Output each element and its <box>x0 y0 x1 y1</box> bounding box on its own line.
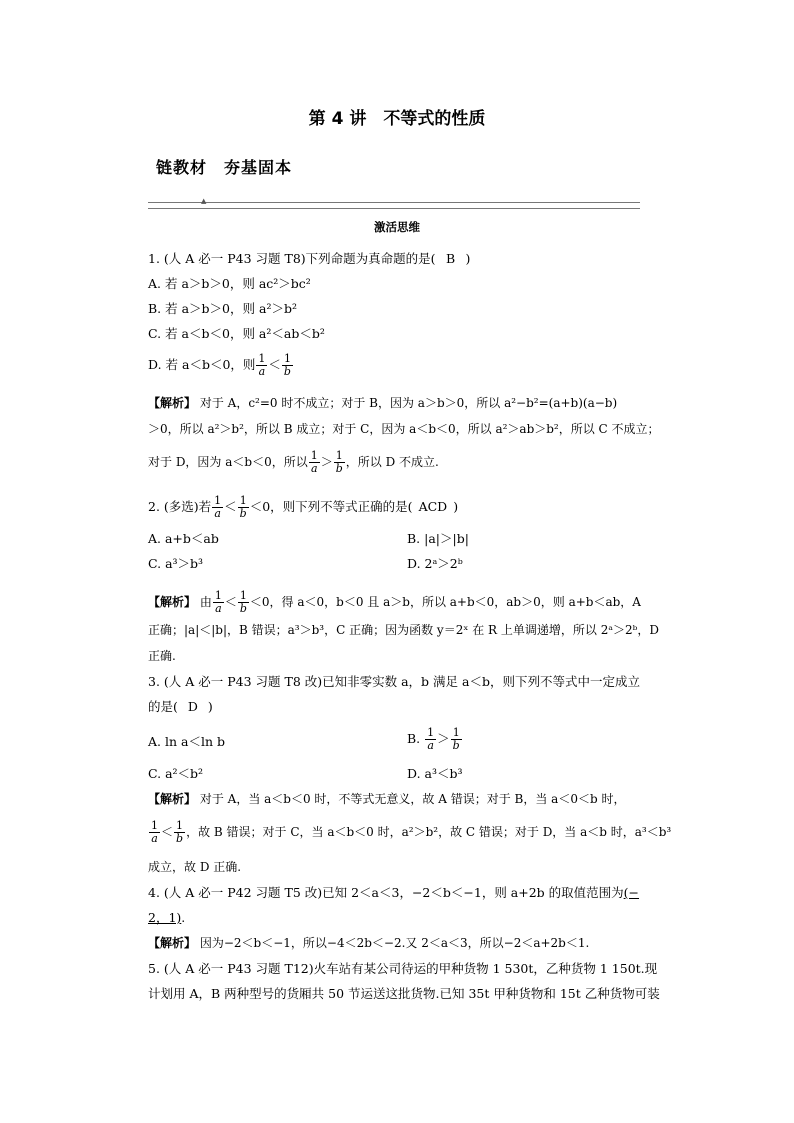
fraction <box>213 590 224 615</box>
q3-explanation-line: 【解析】 对于 A，当 a＜b＜0 时，不等式无意义，故 A 错误；对于 B，当 a＜0＜b 时， <box>148 792 626 806</box>
fraction-numerator: 1 <box>174 820 185 833</box>
q2-option-b: B. |a|＞|b| <box>407 531 469 546</box>
q5-stem: 5. (人 A 必一 P43 习题 T12)火车站有某公司待运的甲种货物 1 530t，乙种货物 1 150t.现 <box>148 961 658 976</box>
q3-option-c: C. a²＜b² <box>148 766 204 781</box>
fraction-denominator: a <box>310 462 318 475</box>
fraction-denominator: a <box>151 832 158 845</box>
fraction-denominator: b <box>283 365 291 378</box>
q1-explanation-line: 对于 D，因为 a＜b＜0，所以 $\frac{1}{a}$ ＞ $\frac{1}{b}$ ，所以 D 不成立. <box>148 449 439 475</box>
fraction <box>149 820 160 845</box>
q1-option-c: C. 若 a＜b＜0，则 a²＜ab＜b² <box>148 326 325 341</box>
q4-answer: (− <box>623 885 640 900</box>
q4-stem: 4. (人 A 必一 P42 习题 T5 改)已知 2＜a＜3，−2＜b＜−1，则 a+2b 的取值范围为(− <box>148 885 640 900</box>
fraction-numerator: 1 <box>238 495 249 508</box>
q2-explanation-line: 正确；|a|＜|b|，B 错误；a³＞b³，C 正确；因为函数 y＝2ˣ 在 R 上单调递增，所以 2ᵃ＞2ᵇ，D <box>148 623 660 637</box>
fraction-numerator: 1 <box>151 819 158 832</box>
fraction-denominator: b <box>239 602 247 615</box>
q3-option-d: D. a³＜b³ <box>407 766 463 781</box>
fraction <box>256 353 267 378</box>
q2-option-d: D. 2ᵃ＞2ᵇ <box>407 556 463 571</box>
fraction-denominator: a <box>214 507 221 520</box>
q3-answer: D <box>187 699 198 714</box>
q2-answer: ACD <box>418 499 448 514</box>
q1-explanation-line: ＞0，所以 a²＞b²，所以 B 成立；对于 C，因为 a＜b＜0，所以 a²＞ab＞b²，所以 C 不成立； <box>148 422 660 436</box>
q1-answer: B <box>445 251 456 266</box>
q4-answer: 2，1) <box>148 910 182 925</box>
fraction-numerator: 1 <box>258 352 266 365</box>
fraction <box>174 820 185 845</box>
fraction-denominator: b <box>176 832 184 845</box>
fraction-numerator: 1 <box>427 726 435 739</box>
section-divider <box>148 202 640 209</box>
fraction-numerator: 1 <box>214 494 222 507</box>
fraction-numerator: 1 <box>451 727 462 740</box>
q3-explanation-line: $\frac{1}{a}$ ＜ $\frac{1}{b}$ ，故 B 错误；对于 C，当 a＜b＜0 时，a²＞b²，故 C 错误；对于 D，当 a＜b 时，a³＜b³ <box>151 819 672 845</box>
fraction <box>425 727 436 752</box>
q2-option-a: A. a+b＜ab <box>148 531 219 546</box>
fraction-numerator: 1 <box>214 589 222 602</box>
q2-explanation-line: 正确. <box>148 649 176 663</box>
fraction <box>451 727 462 752</box>
q1-option-a: A. 若 a＞b＞0，则 ac²＞bc² <box>148 276 311 291</box>
q4-explanation-line: 【解析】 因为−2＜b＜−1，所以−4＜2b＜−2.又 2＜a＜3，所以−2＜a+2b＜1. <box>148 936 590 950</box>
subsection-heading: 激活思维 <box>374 220 420 234</box>
fraction-denominator: b <box>335 462 343 475</box>
q1-option-b: B. 若 a＞b＞0，则 a²＞b² <box>148 301 297 316</box>
fraction <box>282 353 293 378</box>
fraction-denominator: b <box>452 739 460 752</box>
fraction-numerator: 1 <box>334 450 345 463</box>
q2-stem: 2. (多选)若 $\frac{1}{a}$ ＜ $\frac{1}{b}$ ＜0，则下列不等式正确的是( ACD ) <box>148 494 459 520</box>
q1-stem: 1. (人 A 必一 P43 习题 T8)下列命题为真命题的是( B ) <box>148 251 471 266</box>
fraction <box>238 495 249 520</box>
fraction-denominator: b <box>239 507 247 520</box>
section-heading: 链教材 夯基固本 <box>156 158 293 177</box>
fraction-numerator: 1 <box>238 590 249 603</box>
fraction <box>238 590 249 615</box>
page-title: 第 4 讲 不等式的性质 <box>308 109 486 129</box>
q3-stem: 3. (人 A 必一 P43 习题 T8 改)已知非零实数 a，b 满足 a＜b，则下列不等式中一定成立 <box>148 674 640 689</box>
fraction-denominator: a <box>215 602 222 615</box>
fraction-numerator: 1 <box>310 449 318 462</box>
fraction-denominator: a <box>427 739 434 752</box>
q5-stem: 计划用 A，B 两种型号的货厢共 50 节运送这批货物.已知 35t 甲种货物和 15t 乙种货物可装 <box>148 986 660 1001</box>
divider-triangle-icon: ▲ <box>201 197 207 205</box>
fraction <box>309 450 320 475</box>
q3-explanation-line: 成立，故 D 正确. <box>148 860 242 874</box>
q4-stem: 2，1). <box>148 910 186 925</box>
q3-stem: 的是( D ) <box>148 699 213 714</box>
q1-explanation-line: 【解析】 对于 A，c²=0 时不成立；对于 B，因为 a＞b＞0，所以 a²−b²=(a+b)(a−b) <box>148 396 618 410</box>
fraction <box>212 495 223 520</box>
q2-option-c: C. a³＞b³ <box>148 556 204 571</box>
fraction <box>334 450 345 475</box>
q3-option-b: B. $\frac{1}{a}$ ＞ $\frac{1}{b}$ <box>407 726 460 752</box>
q1-option-d: D. 若 a＜b＜0，则 $\frac{1}{a}$ ＜ $\frac{1}{b}$ <box>148 352 291 378</box>
fraction-numerator: 1 <box>282 353 293 366</box>
fraction-denominator: a <box>258 365 266 378</box>
q3-option-a: A. ln a＜ln b <box>148 734 225 749</box>
q2-explanation-line: 【解析】 由 $\frac{1}{a}$ ＜ $\frac{1}{b}$ ＜0，得 a＜0，b＜0 且 a＞b，所以 a+b＜0，ab＞0，则 a+b＜ab，A <box>148 589 641 615</box>
